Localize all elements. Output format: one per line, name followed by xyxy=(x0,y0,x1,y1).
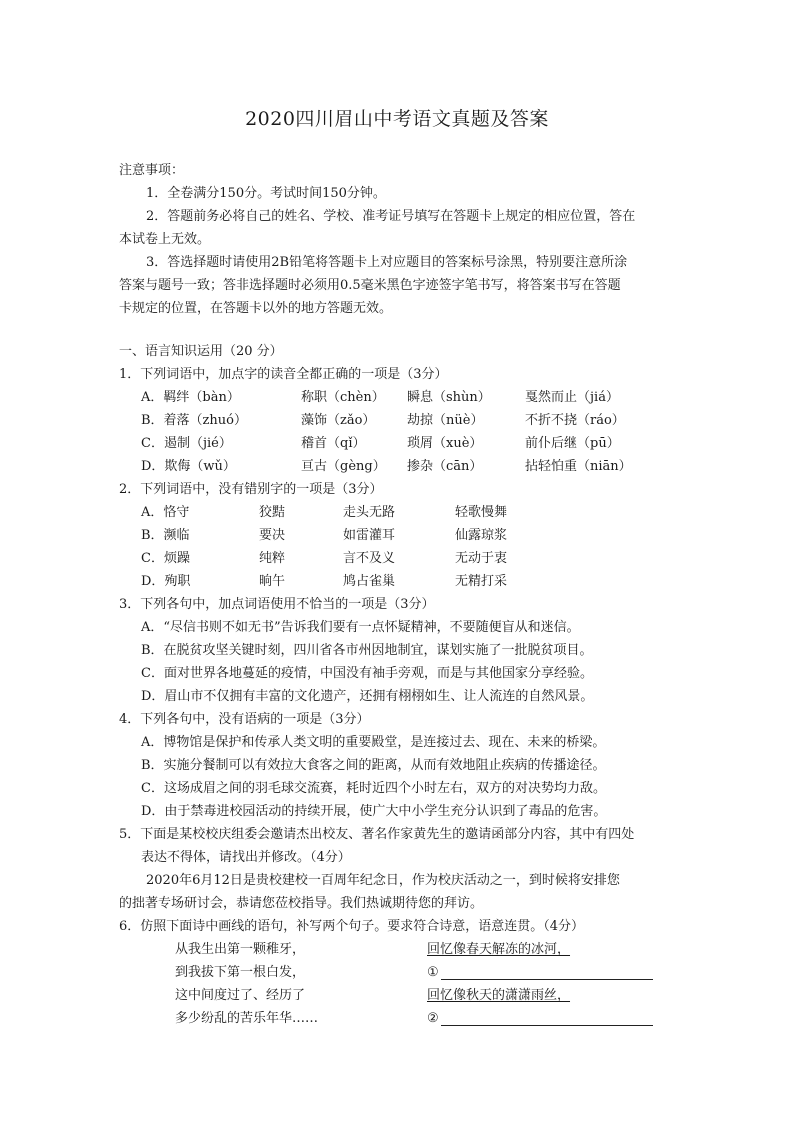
note-2-line-2: 本试卷上无效。 xyxy=(119,232,211,247)
q4-option-d: D．由于禁毒进校园活动的持续开展，使广大中小学生充分认识到了毒品的危害。 xyxy=(141,804,607,819)
q1-option-c-word-3: 琐屑（xuè） xyxy=(407,436,483,451)
q2-option-d-word-4: 无精打采 xyxy=(455,574,508,589)
answer-blank-2[interactable] xyxy=(441,1025,653,1026)
q1-option-a-word-3: 瞬息（shùn） xyxy=(407,390,491,405)
q1-option-b-word-1: B．着落（zhuó） xyxy=(141,413,247,428)
page-title: 2020四川眉山中考语文真题及答案 xyxy=(245,108,549,130)
q1-option-d-word-1: D．欺侮（wǔ） xyxy=(141,459,236,474)
q2-option-d-word-1: D．殉职 xyxy=(141,574,191,589)
q1-option-b-word-4: 不折不挠（ráo） xyxy=(525,413,625,428)
q4-option-b: B．实施分餐制可以有效拉大食客之间的距离，从而有效地阻止疾病的传播途径。 xyxy=(141,758,606,773)
q2-option-a-word-1: A．恪守 xyxy=(141,505,190,520)
invitation-text-line-2: 的拙著专场研讨会，恭请您莅校指导。我们热诚期待您的拜访。 xyxy=(119,896,484,911)
q2-option-d-word-2: 晌午 xyxy=(259,574,286,589)
note-3-line-3: 卡规定的位置，在答题卡以外的地方答题无效。 xyxy=(119,301,393,316)
q1-option-c-word-2: 稽首（qǐ） xyxy=(301,436,366,451)
poem-line-2: 到我拔下第一根白发， xyxy=(175,965,306,980)
q1-option-a-word-1: A．羁绊（bàn） xyxy=(141,390,240,405)
q2-option-b-word-2: 要决 xyxy=(259,528,286,543)
question-6-stem: 6．仿照下面诗中画线的语句，补写两个句子。要求符合诗意，语意连贯。（4分） xyxy=(119,919,585,934)
poem-line-4: 多少纷乱的苦乐年华…… xyxy=(175,1011,319,1026)
q4-option-c: C．这场成眉之间的羽毛球交流赛，耗时近四个小时左右，双方的对决势均力敌。 xyxy=(141,781,606,796)
q4-option-a: A．博物馆是保护和传承人类文明的重要殿堂，是连接过去、现在、未来的桥梁。 xyxy=(141,735,606,750)
q1-option-d-word-4: 拈轻怕重（niān） xyxy=(525,459,632,474)
q1-option-a-word-4: 戛然而止（jiá） xyxy=(525,390,619,405)
q2-option-a-word-3: 走头无路 xyxy=(343,505,396,520)
note-2-line-1: 2．答题前务必将自己的姓名、学校、准考证号填写在答题卡上规定的相应位置，答在 xyxy=(146,209,636,224)
notes-heading: 注意事项： xyxy=(119,163,185,178)
answer-blank-1[interactable] xyxy=(441,979,653,980)
q1-option-d-word-2: 亘古（gèng） xyxy=(301,459,386,474)
invitation-text-line-1: 2020年6月12日是贵校建校一百周年纪念日，作为校庆活动之一，到时候将安排您 xyxy=(146,873,620,888)
note-1: 1．全卷满分150分。考试时间150分钟。 xyxy=(146,186,386,201)
question-3-stem: 3．下列各句中，加点词语使用不恰当的一项是（3分） xyxy=(119,597,435,612)
q2-option-d-word-3: 鸠占雀巢 xyxy=(343,574,396,589)
q2-option-b-word-4: 仙露琼浆 xyxy=(455,528,508,543)
question-1-stem: 1．下列词语中，加点字的读音全都正确的一项是（3分） xyxy=(119,367,448,382)
note-3-line-1: 3．答选择题时请使用2B铅笔将答题卡上对应题目的答案标号涂黑，特别要注意所涂 xyxy=(146,255,628,270)
question-5-stem-line-2: 表达不得体，请找出并修改。（4分） xyxy=(141,850,351,865)
q1-option-a-word-2: 称职（chèn） xyxy=(301,390,385,405)
q3-option-b: B．在脱贫攻坚关键时刻，四川省各市州因地制宜，谋划实施了一批脱贫项目。 xyxy=(141,643,593,658)
poem-line-1: 从我生出第一颗稚牙， xyxy=(175,942,306,957)
blank-marker-2: ② xyxy=(427,1011,439,1026)
q2-option-c-word-4: 无动于衷 xyxy=(455,551,508,566)
q2-option-a-word-4: 轻歌慢舞 xyxy=(455,505,508,520)
q3-option-d: D．眉山市不仅拥有丰富的文化遗产，还拥有栩栩如生、让人流连的自然风景。 xyxy=(141,689,594,704)
q2-option-b-word-1: B．濒临 xyxy=(141,528,190,543)
blank-marker-1: ① xyxy=(427,965,439,980)
note-3-line-2: 答案与题号一致；答非选择题时必须用0.5毫米黑色字迹签字笔书写，将答案书写在答题 xyxy=(119,278,621,293)
question-4-stem: 4．下列各句中，没有语病的一项是（3分） xyxy=(119,712,370,727)
question-5-stem-line-1: 5．下面是某校校庆组委会邀请杰出校友、著名作家黄先生的邀请函部分内容，其中有四处 xyxy=(119,827,635,842)
q2-option-a-word-2: 狡黠 xyxy=(259,505,286,520)
q1-option-b-word-3: 劫掠（nüè） xyxy=(407,413,484,428)
q3-option-c: C．面对世界各地蔓延的疫情，中国没有袖手旁观，而是与其他国家分享经验。 xyxy=(141,666,593,681)
q2-option-c-word-3: 言不及义 xyxy=(343,551,396,566)
q1-option-d-word-3: 掺杂（cān） xyxy=(407,459,483,474)
poem-example-1 xyxy=(427,941,570,959)
poem-line-3: 这中间度过了、经历了 xyxy=(175,988,306,1003)
q2-option-b-word-3: 如雷灌耳 xyxy=(343,528,396,543)
q1-option-b-word-2: 藻饰（zǎo） xyxy=(301,413,376,428)
poem-example-2 xyxy=(427,987,570,1005)
q2-option-c-word-1: C．烦躁 xyxy=(141,551,190,566)
q1-option-c-word-1: C．遏制（jié） xyxy=(141,436,232,451)
underlined-example-2: 回忆像秋天的潇潇雨丝， xyxy=(427,988,571,1003)
q1-option-c-word-4: 前仆后继（pū） xyxy=(525,436,620,451)
q2-option-c-word-2: 纯粹 xyxy=(259,551,286,566)
section-heading: 一、语言知识运用（20 分） xyxy=(119,344,283,359)
question-2-stem: 2．下列词语中，没有错别字的一项是（3分） xyxy=(119,482,383,497)
underlined-example-1: 回忆像春天解冻的冰河， xyxy=(427,942,571,957)
q3-option-a: A．“尽信书则不如无书”告诉我们要有一点怀疑精神，不要随便盲从和迷信。 xyxy=(141,620,580,635)
